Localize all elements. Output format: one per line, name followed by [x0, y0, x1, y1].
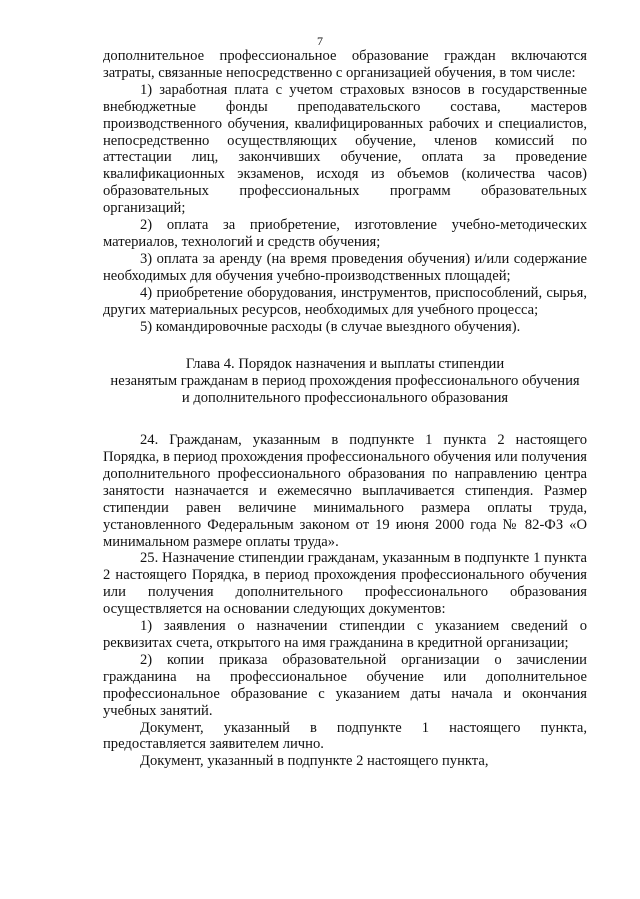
- paragraph: Документ, указанный в подпункте 2 настоящего пункта,: [140, 753, 489, 770]
- list-item: 1) заработная плата с учетом страховых взносов в государственные внебюджетные фонды преподавательского состава, мастеров производственного обучения, квалифицированных рабочих и специалистов, непосредственно осуществляющих обучение, членов комиссий по аттестации лиц, закончивших обучение, оплата за проведение квалификационных экзаменов, исходя из объемов (количества часов) образовательных профессиональных программ образовательных организаций;: [103, 81, 587, 217]
- chapter-heading-line: и дополнительного профессионального образования: [181, 390, 509, 407]
- page-number: 7: [317, 34, 323, 48]
- list-item: 2) оплата за приобретение, изготовление учебно-методических материалов, технологий и средств обучения;: [103, 217, 587, 250]
- chapter-heading-line: Глава 4. Порядок назначения и выплаты стипендии: [185, 356, 505, 373]
- chapter-heading-line: незанятым гражданам в период прохождения профессионального обучения: [110, 373, 580, 390]
- document-body: [103, 48, 587, 770]
- chapter-heading: [103, 356, 587, 407]
- list-item: 5) командировочные расходы (в случае выездного обучения).: [140, 318, 521, 335]
- paragraph: дополнительное профессиональное образование граждан включаются затраты, связанные непосредственно с организацией обучения, в том числе:: [103, 48, 587, 81]
- paragraph-24: 24. Гражданам, указанным в подпункте 1 пункта 2 настоящего Порядка, в период прохождения профессионального обучения или получения дополнительного профессионального образования по направлению центра занятости назначается и ежемесячно выплачивается стипендия. Размер стипендии равен величине минимального размера оплаты труда, установленного Федеральным законом от 19 июня 2000 года № 82-ФЗ «О минимальном размере оплаты труда».: [103, 432, 587, 550]
- list-item: 1) заявления о назначении стипендии с указанием сведений о реквизитах счета, открытого на имя гражданина в кредитной организации;: [103, 618, 587, 651]
- list-item: 2) копии приказа образовательной организации о зачислении гражданина на профессиональное обучение или дополнительное профессиональное образование с указанием даты начала и окончания учебных занятий.: [103, 651, 587, 719]
- paragraph-25: 25. Назначение стипендии гражданам, указанным в подпункте 1 пункта 2 настоящего Порядка, в период прохождения профессионального обучения или получения дополнительного профессионального образования осуществляется на основании следующих документов:: [103, 550, 587, 618]
- list-item: 3) оплата за аренду (на время проведения обучения) и/или содержание необходимых для обучения учебно-производственных площадей;: [103, 250, 587, 284]
- paragraph: Документ, указанный в подпункте 1 настоящего пункта, предоставляется заявителем лично.: [103, 719, 587, 753]
- list-item: 4) приобретение оборудования, инструментов, приспособлений, сырья, других материальных ресурсов, необходимых для учебного процесса;: [103, 284, 587, 318]
